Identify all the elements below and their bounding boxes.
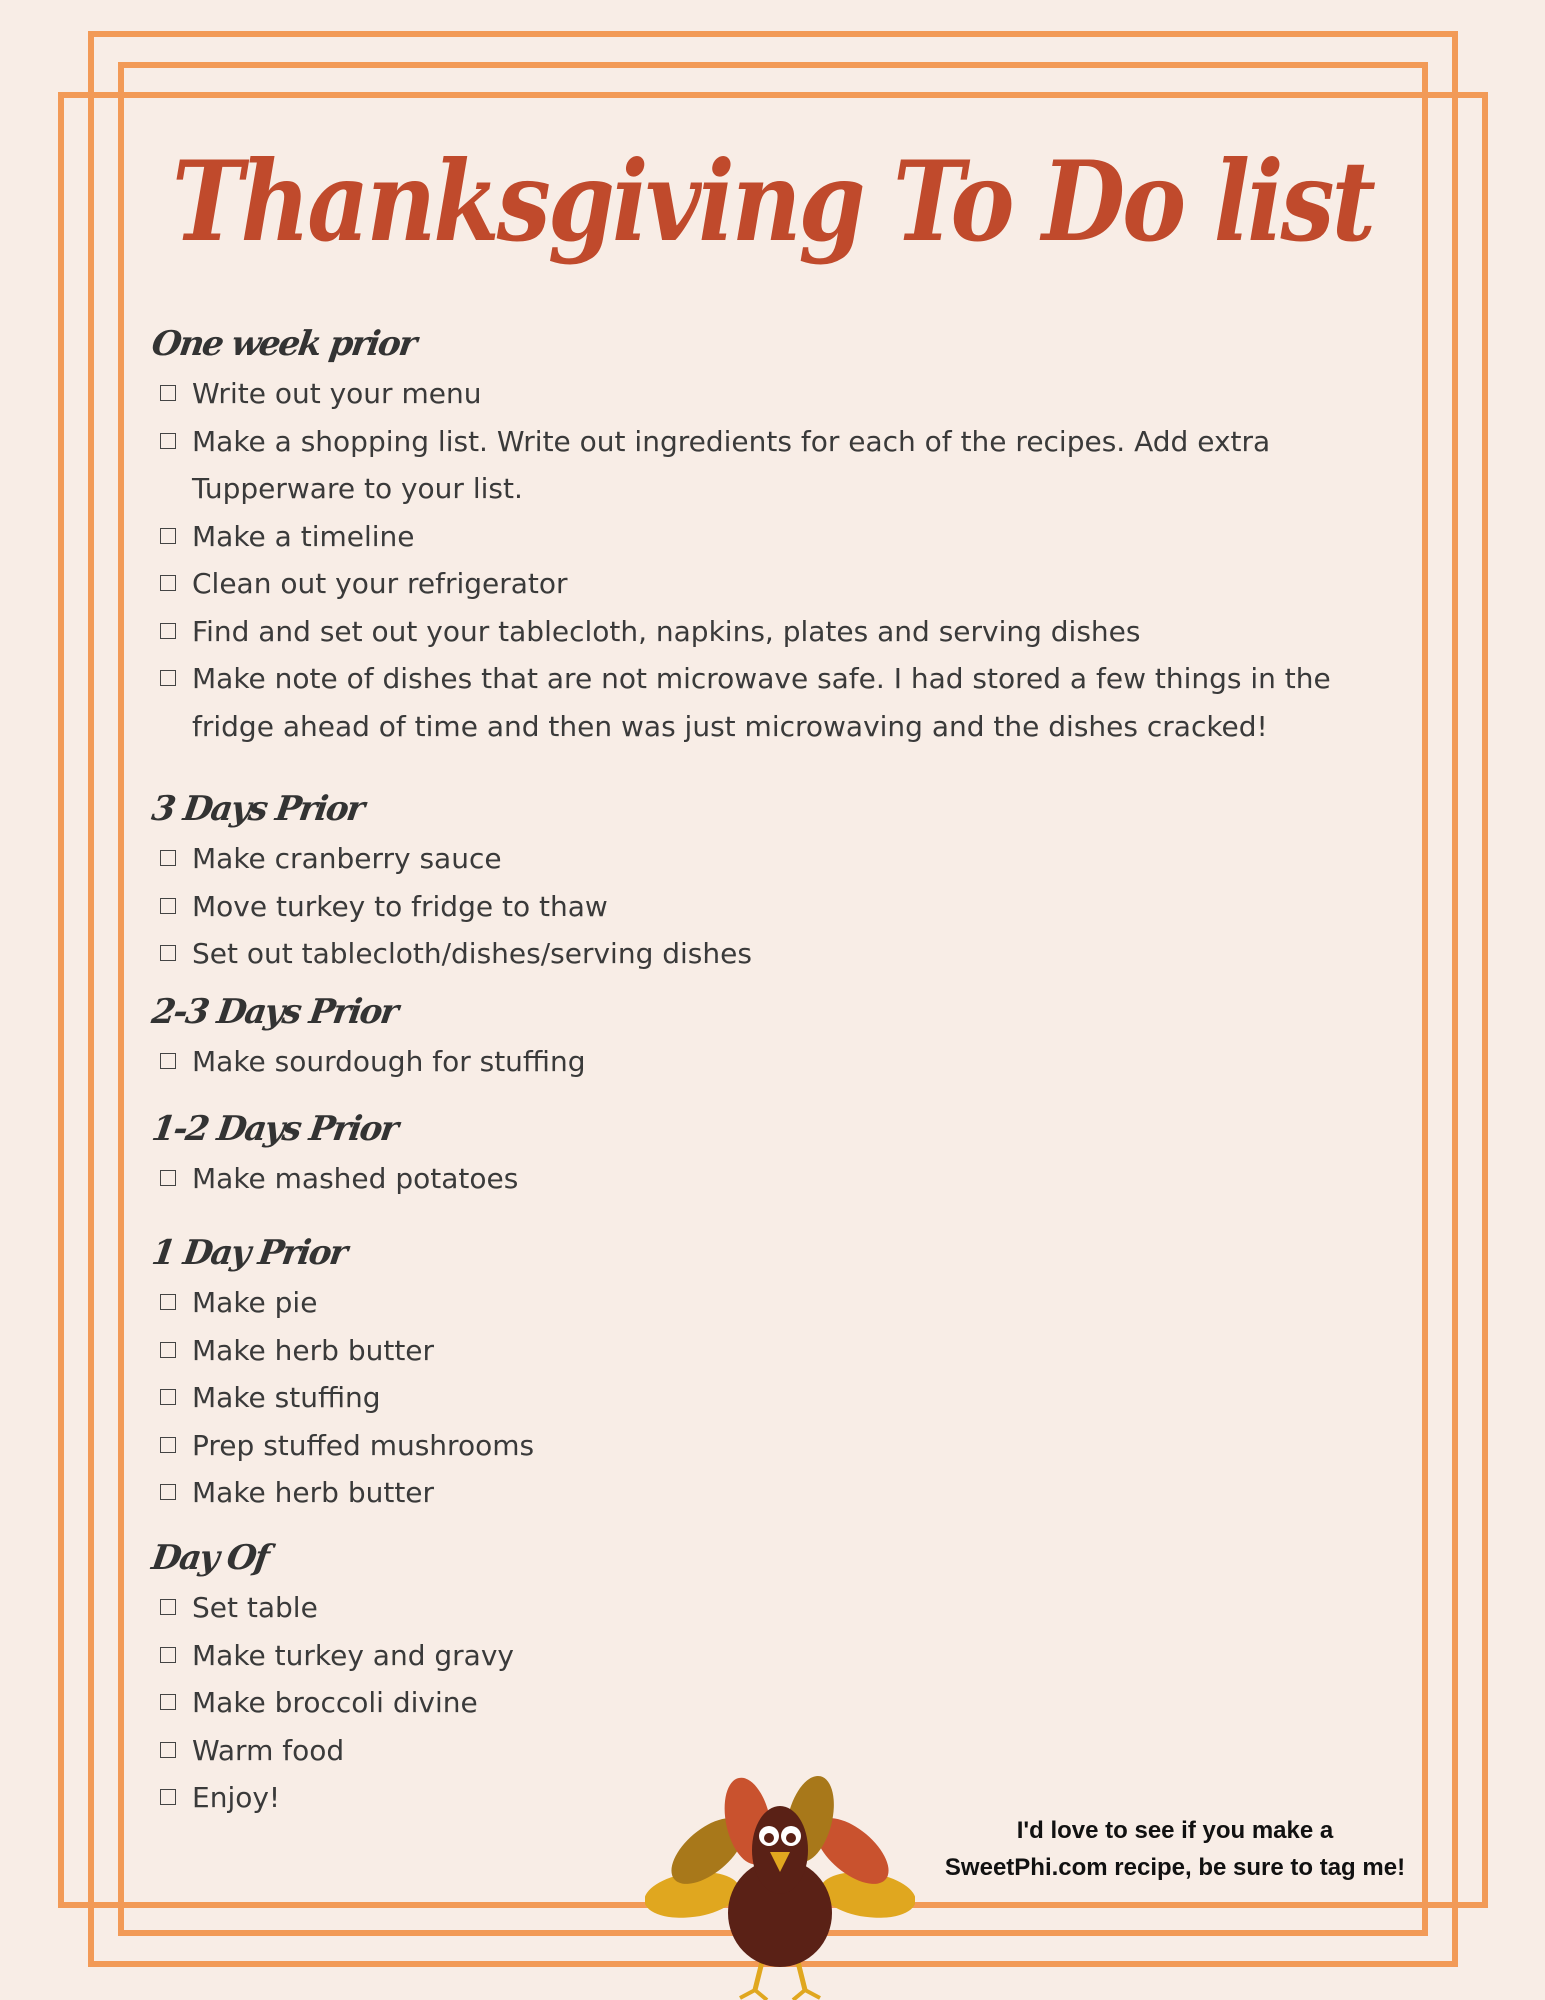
checkbox-icon[interactable]	[160, 575, 176, 591]
checklist-item	[152, 418, 1412, 513]
section-heading: Day Of	[149, 1538, 271, 1578]
checkbox-icon[interactable]	[160, 1484, 176, 1500]
checklist-item	[152, 560, 1412, 608]
checklist-item-text: Make a shopping list. Write out ingredients for each of the recipes. Add extra Tupperware to your list.	[192, 424, 1271, 505]
checklist	[152, 1279, 1412, 1517]
section-1-2-days-prior	[149, 1103, 1412, 1203]
page-title: Thanksgiving To Do list	[172, 136, 1373, 267]
checkbox-icon[interactable]	[160, 528, 176, 544]
checklist-item-text: Write out your menu	[192, 377, 482, 410]
checkbox-icon[interactable]	[160, 850, 176, 866]
checklist-item	[152, 1327, 1412, 1375]
checklist-item-text: Make mashed potatoes	[192, 1162, 519, 1195]
checklist-item	[152, 1727, 1412, 1775]
checklist	[152, 1155, 1412, 1203]
checkbox-icon[interactable]	[160, 1053, 176, 1069]
section-heading: 2-3 Days Prior	[149, 992, 400, 1032]
checklist-item-text: Enjoy!	[192, 1781, 281, 1814]
checklist-item	[152, 1422, 1412, 1470]
checkbox-icon[interactable]	[160, 1342, 176, 1358]
checklist	[152, 1038, 1412, 1086]
checklist-item	[152, 1155, 1412, 1203]
section-2-3-days-prior	[149, 986, 1412, 1086]
checkbox-icon[interactable]	[160, 1170, 176, 1186]
checklist-item-text: Make herb butter	[192, 1333, 435, 1367]
section-3-days-prior	[149, 783, 1412, 978]
section-1-day-prior	[149, 1227, 1412, 1517]
checklist-item	[152, 1584, 1412, 1632]
checklist-item-text: Make stuffing	[192, 1381, 381, 1414]
checkbox-icon[interactable]	[160, 898, 176, 914]
checklist-item-text: Make pie	[192, 1286, 318, 1319]
checkbox-icon[interactable]	[160, 1742, 176, 1758]
checklist-item-text: Set table	[192, 1591, 318, 1624]
checklist-item	[152, 1469, 1412, 1517]
checklist	[152, 835, 1412, 978]
checkbox-icon[interactable]	[160, 1647, 176, 1663]
checkbox-icon[interactable]	[160, 1389, 176, 1405]
section-heading: 1 Day Prior	[149, 1233, 349, 1273]
checkbox-icon[interactable]	[160, 385, 176, 401]
footer-message	[920, 1812, 1430, 1886]
checklist-item-text: Make sourdough for stuffing	[192, 1045, 586, 1078]
checklist-item-text: Warm food	[192, 1733, 345, 1767]
checkbox-icon[interactable]	[160, 1599, 176, 1615]
checklist-item-text: Clean out your refrigerator	[192, 567, 568, 600]
checklist-item	[152, 1038, 1412, 1086]
checklist-item-text: Move turkey to fridge to thaw	[192, 889, 608, 923]
turkey-icon	[645, 1768, 915, 2000]
section-heading: 3 Days Prior	[149, 789, 366, 829]
footer-line-2: SweetPhi.com recipe, be sure to tag me!	[944, 1854, 1406, 1881]
checklist-item-text: Find and set out your tablecloth, napkins, plates and serving dishes	[192, 614, 1141, 648]
checklist-item	[152, 1679, 1412, 1727]
checklist-item	[152, 883, 1412, 931]
checklist-item-text: Make turkey and gravy	[192, 1638, 514, 1672]
checklist-item	[152, 1632, 1412, 1680]
checklist-item-text: Make a timeline	[192, 519, 415, 553]
section-heading: 1-2 Days Prior	[149, 1109, 400, 1149]
checklist-item-text: Make herb butter	[192, 1476, 435, 1509]
footer-line-1: I'd love to see if you make a	[1016, 1817, 1334, 1844]
checkbox-icon[interactable]	[160, 670, 176, 686]
section-heading: One week prior	[149, 324, 418, 364]
checklist-item	[152, 608, 1412, 656]
checklist-item-text: Make broccoli divine	[192, 1686, 478, 1719]
checklist-item	[152, 513, 1412, 561]
checkbox-icon[interactable]	[160, 433, 176, 449]
checklist-item	[152, 655, 1412, 750]
checklist-item-text: Set out tablecloth/dishes/serving dishes	[192, 937, 752, 970]
section-one-week-prior	[149, 318, 1412, 750]
checkbox-icon[interactable]	[160, 1789, 176, 1805]
checklist-item	[152, 930, 1412, 978]
checklist-item-text: Make note of dishes that are not microwave safe. I had stored a few things in the fridge ahead of time and then was just microwaving and the dishes cracked!	[192, 662, 1331, 743]
checklist-item-text: Prep stuffed mushrooms	[192, 1428, 535, 1462]
checkbox-icon[interactable]	[160, 945, 176, 961]
checkbox-icon[interactable]	[160, 1294, 176, 1310]
checklist-item	[152, 1374, 1412, 1422]
checklist-item	[152, 835, 1412, 883]
checklist	[152, 370, 1412, 750]
checkbox-icon[interactable]	[160, 1694, 176, 1710]
checklist-item	[152, 370, 1412, 418]
checklist-item-text: Make cranberry sauce	[192, 842, 502, 875]
checkbox-icon[interactable]	[160, 1437, 176, 1453]
checklist-item	[152, 1279, 1412, 1327]
checkbox-icon[interactable]	[160, 623, 176, 639]
